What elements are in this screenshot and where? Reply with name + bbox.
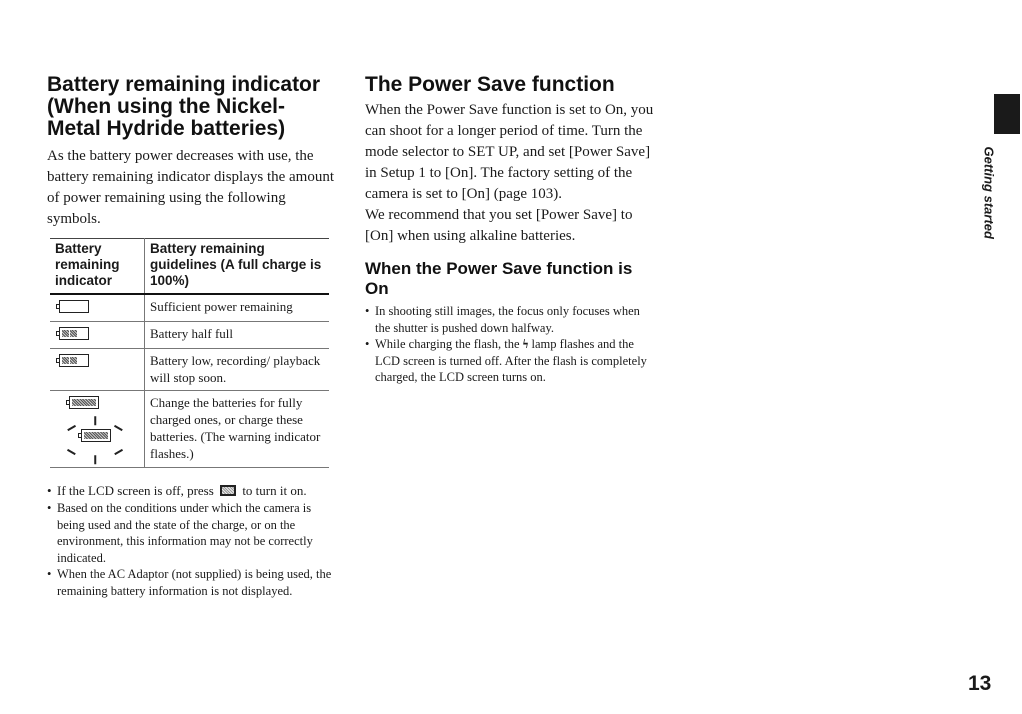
battery-warning-icon: [69, 396, 99, 409]
table-header-guidelines: Battery remaining guidelines (A full charge is 100%): [145, 239, 330, 295]
right-column: [365, 74, 655, 386]
table-header-indicator: Battery remaining indicator: [50, 239, 145, 295]
note-conditions: • Based on the conditions under which the camera is being used and the state of the charge, or on the environment, this information may not be correctly indicated.: [47, 501, 313, 565]
section-heading-power-save: The Power Save function: [365, 73, 615, 96]
battery-flashing-icon: [67, 417, 123, 463]
table-row: [50, 294, 329, 322]
bullet-focus: • In shooting still images, the focus only focuses when the shutter is pushed down halfway.: [365, 304, 640, 335]
battery-indicator-table: [50, 238, 329, 468]
page-number: 13: [968, 672, 992, 695]
bullet-flash: • While charging the flash, the ϟ lamp flashes and the LCD screen is turned off. After the flash is completely charged, the LCD screen turns on.: [365, 337, 647, 384]
flash-icon: ϟ: [522, 337, 529, 351]
power-save-text: When the Power Save function is set to On, you can shoot for a longer period of time. Turn the mode selector to SET UP, and set [Power Save] in Setup 1 to [On]. The factory setting of the camera is set to [On] (page 103).: [365, 102, 654, 202]
lcd-display-button-icon: [220, 485, 236, 496]
table-cell: Battery half full: [145, 322, 330, 349]
table-cell: Battery low, recording/ playback will stop soon.: [145, 349, 330, 391]
table-row: [50, 349, 329, 391]
left-column: [47, 74, 337, 599]
power-save-recommend: We recommend that you set [Power Save] to [On] when using alkaline batteries.: [365, 207, 633, 244]
battery-low-icon: [59, 354, 89, 367]
table-header-row: [50, 239, 329, 295]
section-tab-marker: [994, 94, 1020, 134]
note-ac-adaptor: • When the AC Adaptor (not supplied) is being used, the remaining battery information is not displayed.: [47, 567, 332, 598]
table-cell: Sufficient power remaining: [145, 294, 330, 322]
note-lcd: • If the LCD screen is off, press to turn it on.: [47, 483, 307, 498]
side-label: Getting started: [981, 146, 997, 239]
table-row: [50, 391, 329, 468]
battery-intro-text: As the battery power decreases with use, the battery remaining indicator displays the amount of power remaining using the following symbols.: [47, 148, 335, 227]
battery-empty-icon: [59, 300, 89, 313]
table-cell: Change the batteries for fully charged ones, or charge these batteries. (The warning indicator flashes.): [145, 391, 330, 468]
subheading-power-save-on: When the Power Save function is On: [365, 259, 633, 298]
battery-half-icon: [59, 327, 89, 340]
section-heading-battery: Battery remaining indicator (When using the Nickel-Metal Hydride batteries): [47, 73, 321, 140]
table-row: [50, 322, 329, 349]
